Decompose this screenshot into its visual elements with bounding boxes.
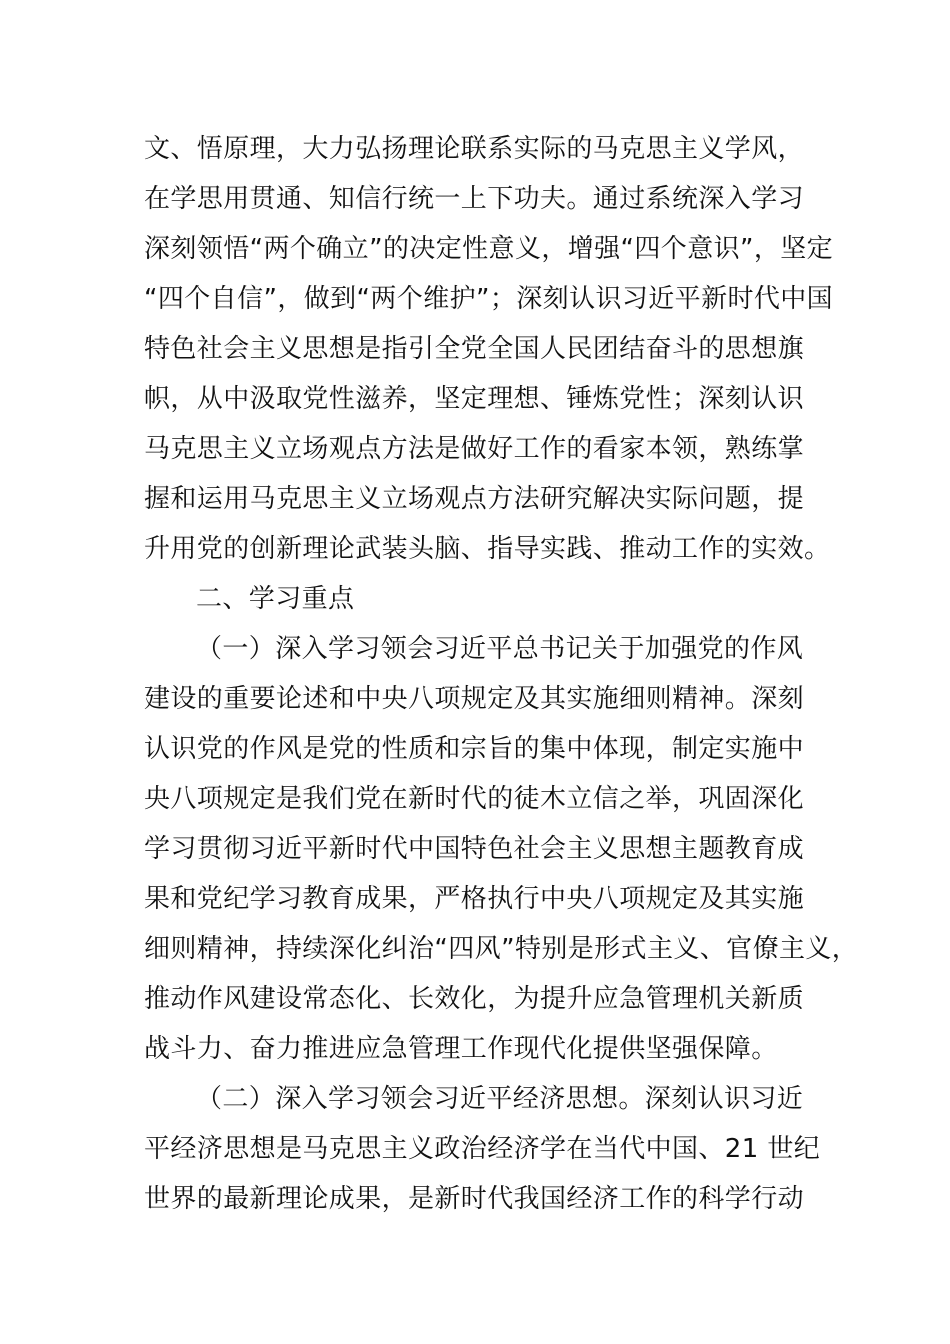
text-line: 帜，从中汲取党性滋养，坚定理想、锤炼党性；深刻认识 xyxy=(144,384,805,414)
text-line: “四个自信”，做到“两个维护”；深刻认识习近平新时代中国 xyxy=(144,284,834,314)
paragraph-first-line: （一）深入学习领会习近平总书记关于加强党的作风 xyxy=(196,634,804,664)
text-line: 文、悟原理，大力弘扬理论联系实际的马克思主义学风， xyxy=(144,134,805,164)
text-line: 深刻领悟“两个确立”的决定性意义，增强“四个意识”，坚定 xyxy=(144,234,834,264)
text-line: 握和运用马克思主义立场观点方法研究解决实际问题，提 xyxy=(144,484,805,514)
text-line: 认识党的作风是党的性质和宗旨的集中体现，制定实施中 xyxy=(144,734,805,764)
body-text xyxy=(144,124,859,1224)
section-heading: 二、学习重点 xyxy=(196,584,355,614)
text-line: 战斗力、奋力推进应急管理工作现代化提供坚强保障。 xyxy=(144,1034,778,1064)
text-line: 细则精神，持续深化纠治“四风”特别是形式主义、官僚主义， xyxy=(144,934,859,964)
text-line: 果和党纪学习教育成果，严格执行中央八项规定及其实施 xyxy=(144,884,805,914)
text-line: 推动作风建设常态化、长效化，为提升应急管理机关新质 xyxy=(144,984,805,1014)
text-line: 在学思用贯通、知信行统一上下功夫。通过系统深入学习 xyxy=(144,184,805,214)
paragraph-first-line: （二）深入学习领会习近平经济思想。深刻认识习近 xyxy=(196,1084,804,1114)
text-line: 建设的重要论述和中央八项规定及其实施细则精神。深刻 xyxy=(144,684,805,714)
text-line: 马克思主义立场观点方法是做好工作的看家本领，熟练掌 xyxy=(144,434,805,464)
text-line: 平经济思想是马克思主义政治经济学在当代中国、21 世纪 xyxy=(144,1134,821,1164)
text-line: 世界的最新理论成果，是新时代我国经济工作的科学行动 xyxy=(144,1184,805,1214)
text-line: 央八项规定是我们党在新时代的徒木立信之举，巩固深化 xyxy=(144,784,805,814)
text-line: 学习贯彻习近平新时代中国特色社会主义思想主题教育成 xyxy=(144,834,805,864)
text-line: 升用党的创新理论武装头脑、指导实践、推动工作的实效。 xyxy=(144,534,831,564)
text-line: 特色社会主义思想是指引全党全国人民团结奋斗的思想旗 xyxy=(144,334,805,364)
